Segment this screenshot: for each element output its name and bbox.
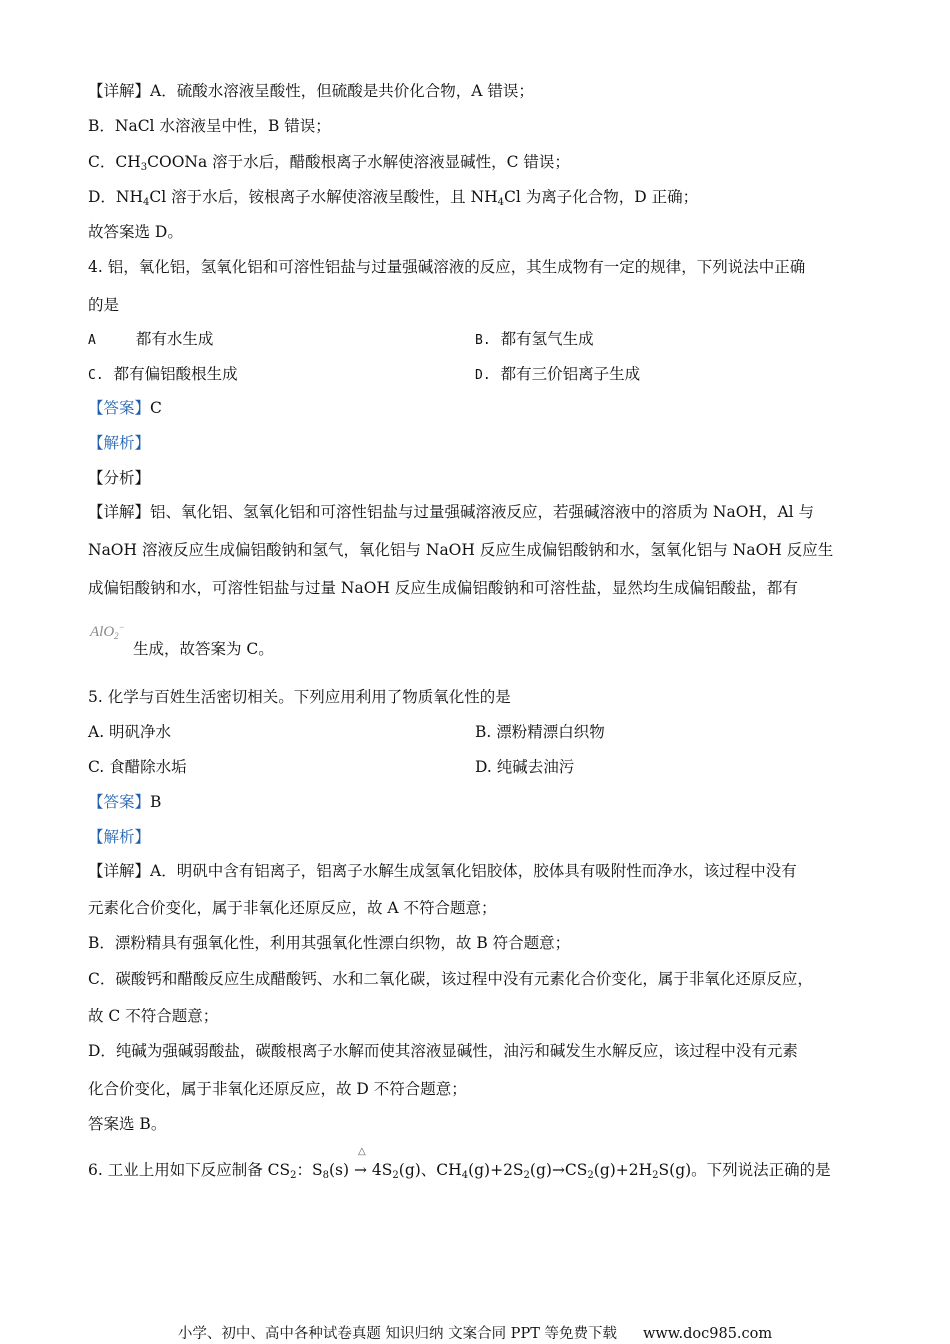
q4-option-b: B. 都有氢气生成: [475, 330, 594, 348]
q5-option-a: A. 明矾净水: [88, 723, 172, 741]
q3-detail-line-d: D．$NH_4Cl$ 溶于水后，铵根离子水解使溶液呈酸性，且 $NH_4Cl$ 为离子化合物，D 正确；: [88, 188, 699, 208]
q4-detail-line4: 生成，故答案为 C。: [133, 640, 274, 658]
q3-detail-line-c: C．$CH_3COONa$ 溶于水后，醋酸根离子水解使溶液显碱性，C 错误；: [88, 153, 570, 173]
q5-conclusion: 答案选 B。: [88, 1115, 167, 1133]
q5-stem: 5. 化学与百姓生活密切相关。下列应用利用了物质氧化性的是: [88, 688, 511, 706]
page-footer: [0, 1322, 950, 1343]
q4-detail-line3: 成偏铝酸钠和水，可溶性铝盐与过量 NaOH 反应生成偏铝酸钠和可溶性盐，显然均生成偏铝酸盐，都有: [88, 579, 798, 597]
q6-stem: 6. 工业上用如下反应制备 $CS_2$：$S_8(s) \to 4S_2(g)$、$CH_4(g)+2S_2(g)\to CS_2(g)+2H_2S(g)$。下列说法正确的是: [88, 1161, 831, 1181]
q4-option-d: D. 都有三价铝离子生成: [475, 365, 641, 383]
q5-option-b: B. 漂粉精漂白织物: [475, 723, 605, 741]
q5-detail-line1: 【详解】A．明矾中含有铝离子，铝离子水解生成氢氧化铝胶体，胶体具有吸附性而净水，该过程中没有: [88, 862, 797, 880]
footer-text: 小学、初中、高中各种试卷真题 知识归纳 文案合同 PPT 等免费下载: [177, 1326, 617, 1342]
q4-fenxi-label: 【分析】: [88, 469, 151, 487]
q4-option-c: C. 都有偏铝酸根生成: [88, 365, 238, 383]
q5-detail-line5: 故 C 不符合题意；: [88, 1007, 219, 1025]
q4-detail-line1: 【详解】铝、氧化铝、氢氧化铝和可溶性铝盐与过量强碱溶液反应，若强碱溶液中的溶质为 NaOH，Al 与: [88, 503, 815, 521]
q3-detail-line-b: B．NaCl 水溶液呈中性，B 错误；: [88, 117, 331, 135]
q4-stem-line2: 的是: [88, 296, 120, 314]
aluminate-formula: AlO$_2$−: [90, 622, 125, 641]
q5-analysis-label: 【解析】: [88, 828, 151, 846]
q5-detail-line4: C．碳酸钙和醋酸反应生成醋酸钙、水和二氧化碳，该过程中没有元素化合价变化，属于非氧化还原反应，: [88, 970, 813, 988]
q4-analysis-label: 【解析】: [88, 434, 151, 452]
footer-url[interactable]: www.doc985.com: [642, 1326, 773, 1342]
q5-option-c: C. 食醋除水垢: [88, 758, 187, 776]
q4-stem-line1: 4. 铝，氧化铝，氢氧化铝和可溶性铝盐与过量强碱溶液的反应，其生成物有一定的规律，下列说法中正确: [88, 258, 806, 276]
q5-detail-line6: D．纯碱为强碱弱酸盐，碳酸根离子水解而使其溶液显碱性，油污和碱发生水解反应，该过程中没有元素: [88, 1042, 798, 1060]
reaction-arrow: →: [353, 1161, 367, 1179]
q5-detail-line2: 元素化合价变化，属于非氧化还原反应，故 A 不符合题意；: [88, 899, 497, 917]
q5-answer: 【答案】B: [88, 793, 162, 811]
q5-option-d: D. 纯碱去油污: [475, 758, 575, 776]
heat-triangle-symbol: △: [358, 1146, 366, 1157]
q5-detail-line7: 化合价变化，属于非氧化还原反应，故 D 不符合题意；: [88, 1080, 467, 1098]
q3-detail-line-a: 【详解】A．硫酸水溶液呈酸性，但硫酸是共价化合物，A 错误；: [88, 82, 534, 100]
q4-detail-line2: NaOH 溶液反应生成偏铝酸钠和氢气，氧化铝与 NaOH 反应生成偏铝酸钠和水，氢氧化铝与 NaOH 反应生: [88, 541, 834, 559]
q4-answer: 【答案】C: [88, 399, 162, 417]
q4-option-a: A 都有水生成: [88, 330, 214, 348]
q5-detail-line3: B．漂粉精具有强氧化性，利用其强氧化性漂白织物，故 B 符合题意；: [88, 934, 571, 952]
q3-conclusion: 故答案选 D。: [88, 223, 183, 241]
